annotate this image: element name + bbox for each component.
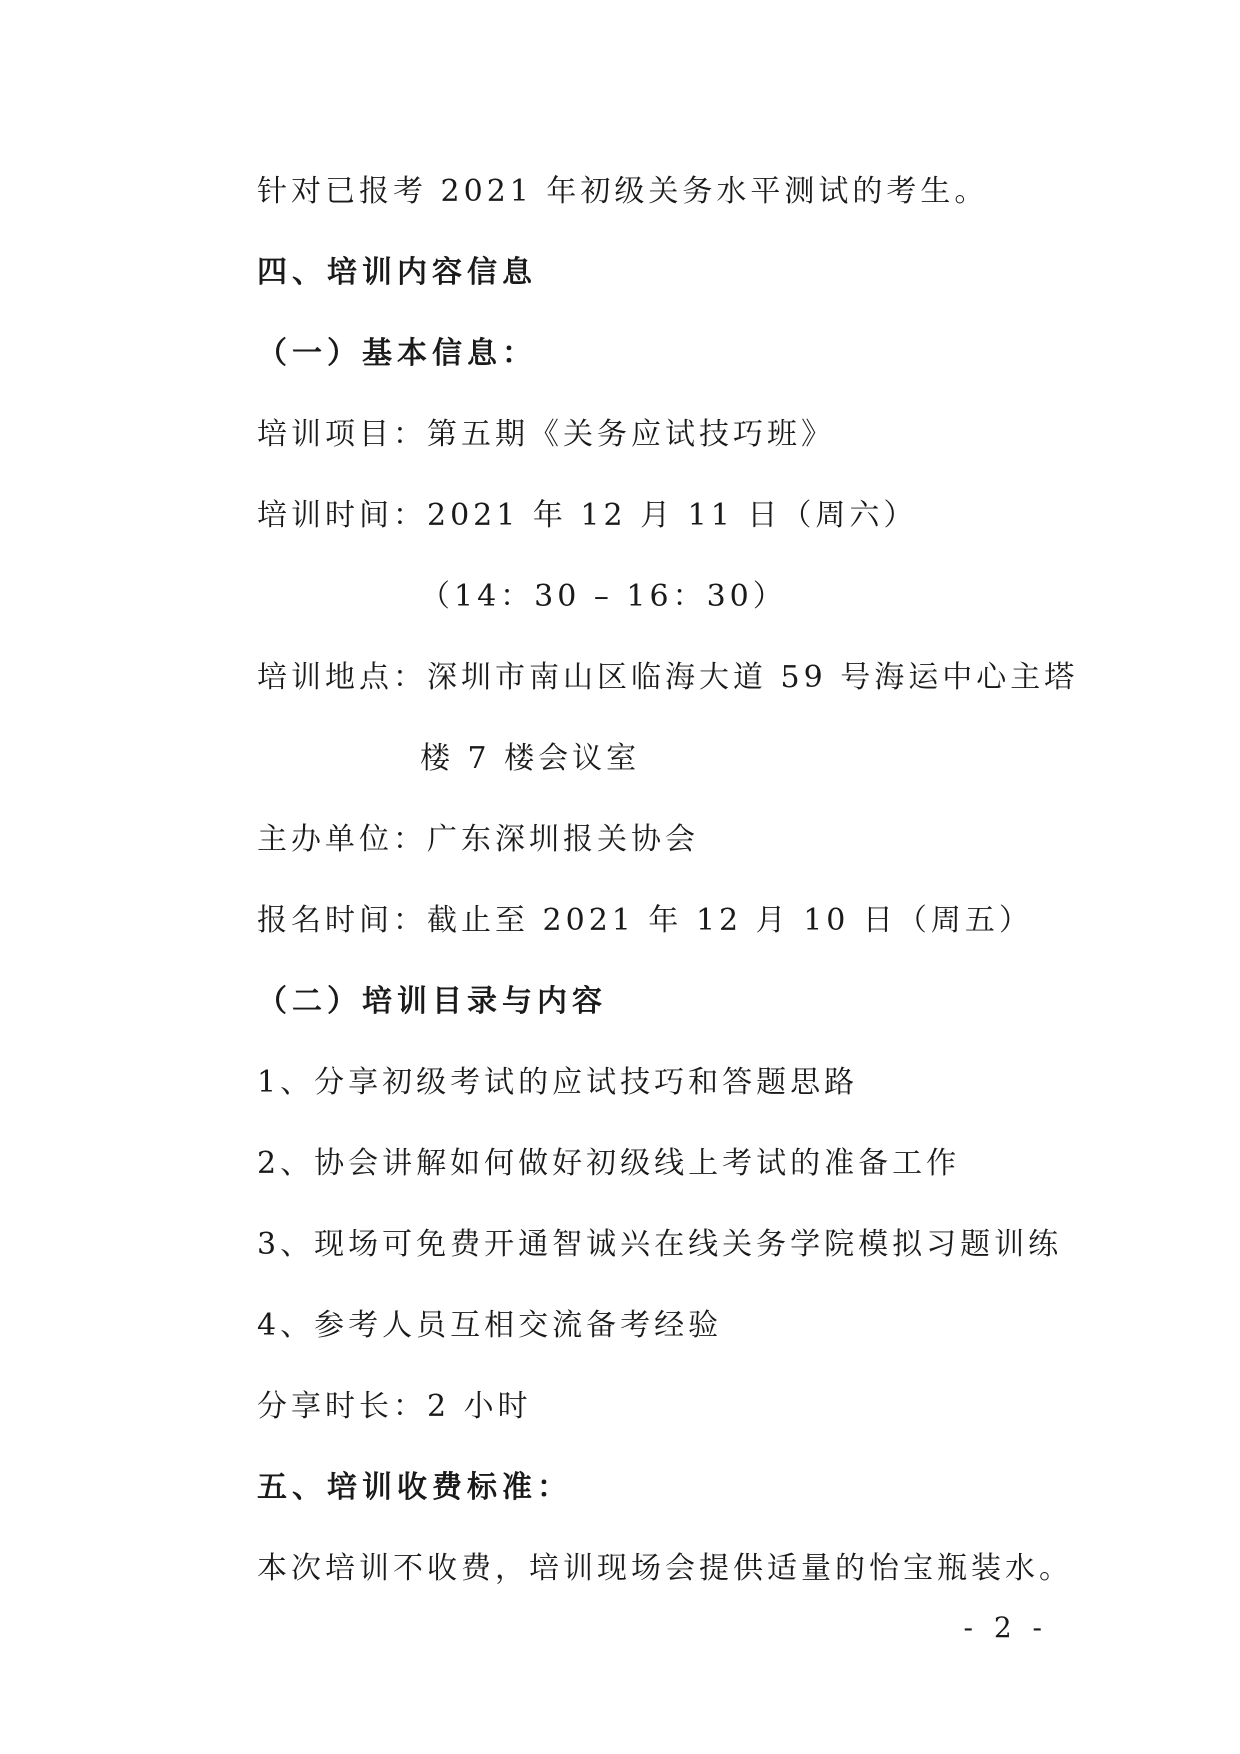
content-item-3: 3、现场可免费开通智诚兴在线关务学院模拟习题训练	[257, 1227, 1063, 1262]
page-number: - 2 -	[963, 1611, 1048, 1644]
organizer-text: 主办单位：广东深圳报关协会	[257, 822, 699, 857]
content-item-4: 4、参考人员互相交流备考经验	[257, 1308, 723, 1343]
target-audience-text: 针对已报考 2021 年初级关务水平测试的考生。	[257, 174, 989, 209]
registration-deadline-text: 报名时间：截止至 2021 年 12 月 10 日（周五）	[257, 903, 1033, 938]
basic-info-heading: （一）基本信息：	[257, 336, 537, 371]
contents-heading: （二）培训目录与内容	[257, 984, 607, 1019]
training-hours-text: （14：30 – 16：30）	[420, 579, 787, 614]
content-item-1: 1、分享初级考试的应试技巧和答题思路	[257, 1065, 859, 1100]
content-item-2: 2、协会讲解如何做好初级线上考试的准备工作	[257, 1146, 961, 1181]
training-location-continued-text: 楼 7 楼会议室	[420, 741, 641, 776]
section-four-heading: 四、培训内容信息	[257, 255, 537, 290]
duration-text: 分享时长：2 小时	[257, 1389, 532, 1424]
training-location-text: 培训地点：深圳市南山区临海大道 59 号海运中心主塔	[257, 660, 1079, 695]
training-date-text: 培训时间：2021 年 12 月 11 日（周六）	[257, 498, 918, 533]
section-five-heading: 五、培训收费标准：	[257, 1470, 572, 1505]
training-project-text: 培训项目：第五期《关务应试技巧班》	[257, 417, 835, 452]
fee-note-text: 本次培训不收费，培训现场会提供适量的怡宝瓶装水。	[257, 1551, 1073, 1586]
